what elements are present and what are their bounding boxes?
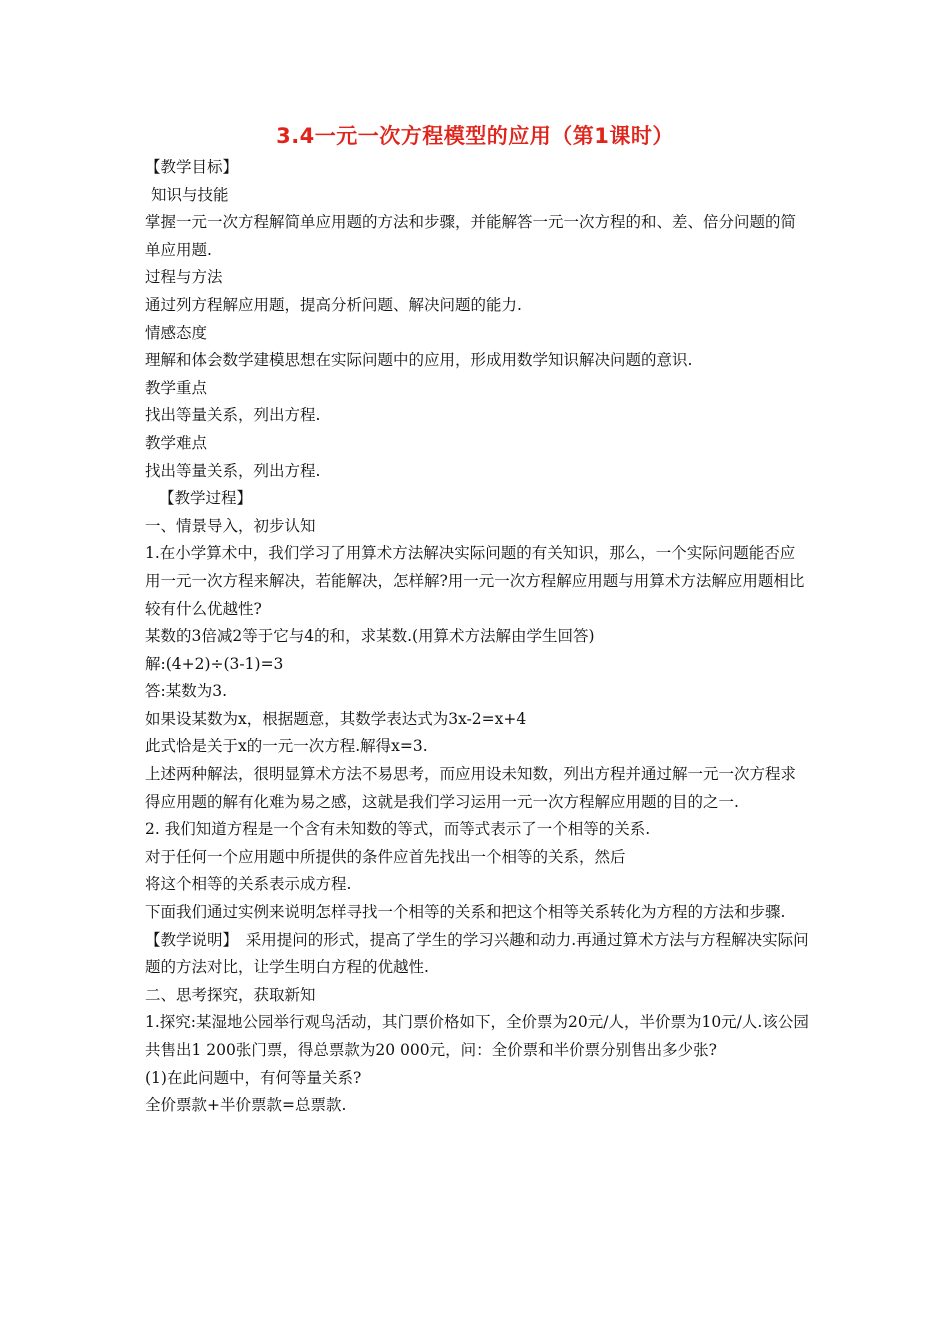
paragraph: 对于任何一个应用题中所提供的条件应首先找出一个相等的关系，然后 <box>145 847 626 866</box>
paragraph: 将这个相等的关系表示成方程. <box>145 875 352 894</box>
subheading-knowledge-skills: 知识与技能 <box>151 185 229 204</box>
paragraph: 掌握一元一次方程解简单应用题的方法和步骤，并能解答一元一次方程的和、差、倍分问题的简单应用题. <box>145 213 797 259</box>
question-line: (1)在此问题中，有何等量关系? <box>145 1068 362 1087</box>
paragraph: 下面我们通过实例来说明怎样寻找一个相等的关系和把这个相等关系转化为方程的方法和步骤. <box>145 903 786 922</box>
paragraph: 此式恰是关于x的一元一次方程.解得x=3. <box>145 737 428 756</box>
document-body <box>145 154 810 1120</box>
paragraph: 通过列方程解应用题，提高分析问题、解决问题的能力. <box>145 295 522 314</box>
paragraph: 找出等量关系，列出方程. <box>145 461 321 480</box>
section-heading-objectives: 【教学目标】 <box>145 158 239 176</box>
paragraph: 1.探究:某湿地公园举行观鸟活动，其门票价格如下，全价票为20元/人，半价票为10元/人.该公园共售出1 200张门票，得总票款为20 000元，问：全价票和半价票分别售出多少张? <box>145 1013 809 1059</box>
paragraph: 全价票款+半价票款=总票款. <box>145 1096 347 1115</box>
section-heading-process: 【教学过程】 <box>159 489 253 508</box>
paragraph: 上述两种解法，很明显算术方法不易思考，而应用设未知数，列出方程并通过解一元一次方程求得应用题的解有化难为易之感，这就是我们学习运用一元一次方程解应用题的目的之一. <box>145 765 797 811</box>
paragraph: 如果设某数为x，根据题意，其数学表达式为3x-2=x+4 <box>145 709 527 728</box>
teaching-note: 【教学说明】 采用提问的形式，提高了学生的学习兴趣和动力.再通过算术方法与方程解决实际问题的方法对比，让学生明白方程的优越性. <box>145 930 809 977</box>
subheading-difficulty: 教学难点 <box>145 433 208 452</box>
subsection-heading: 二、思考探究，获取新知 <box>145 985 316 1004</box>
paragraph: 某数的3倍减2等于它与4的和，求某数.(用算术方法解由学生回答) <box>145 627 595 646</box>
subsection-heading: 一、情景导入，初步认知 <box>145 516 316 535</box>
equation-line: 解:(4+2)÷(3-1)=3 <box>145 654 284 673</box>
paragraph: 理解和体会数学建模思想在实际问题中的应用，形成用数学知识解决问题的意识. <box>145 351 693 370</box>
answer-line: 答:某数为3. <box>145 682 228 701</box>
subheading-attitude: 情感态度 <box>145 323 208 342</box>
subheading-process-method: 过程与方法 <box>145 268 223 287</box>
subheading-key-point: 教学重点 <box>145 378 208 397</box>
page-title: 3.4一元一次方程模型的应用（第1课时） <box>276 124 674 148</box>
paragraph: 2. 我们知道方程是一个含有未知数的等式，而等式表示了一个相等的关系. <box>145 820 651 839</box>
paragraph: 找出等量关系，列出方程. <box>145 406 321 425</box>
paragraph: 1.在小学算术中，我们学习了用算术方法解决实际问题的有关知识，那么，一个实际问题能否应用一元一次方程来解决，若能解决，怎样解?用一元一次方程解应用题与用算术方法解应用题相比较有什么优越性? <box>145 544 805 618</box>
